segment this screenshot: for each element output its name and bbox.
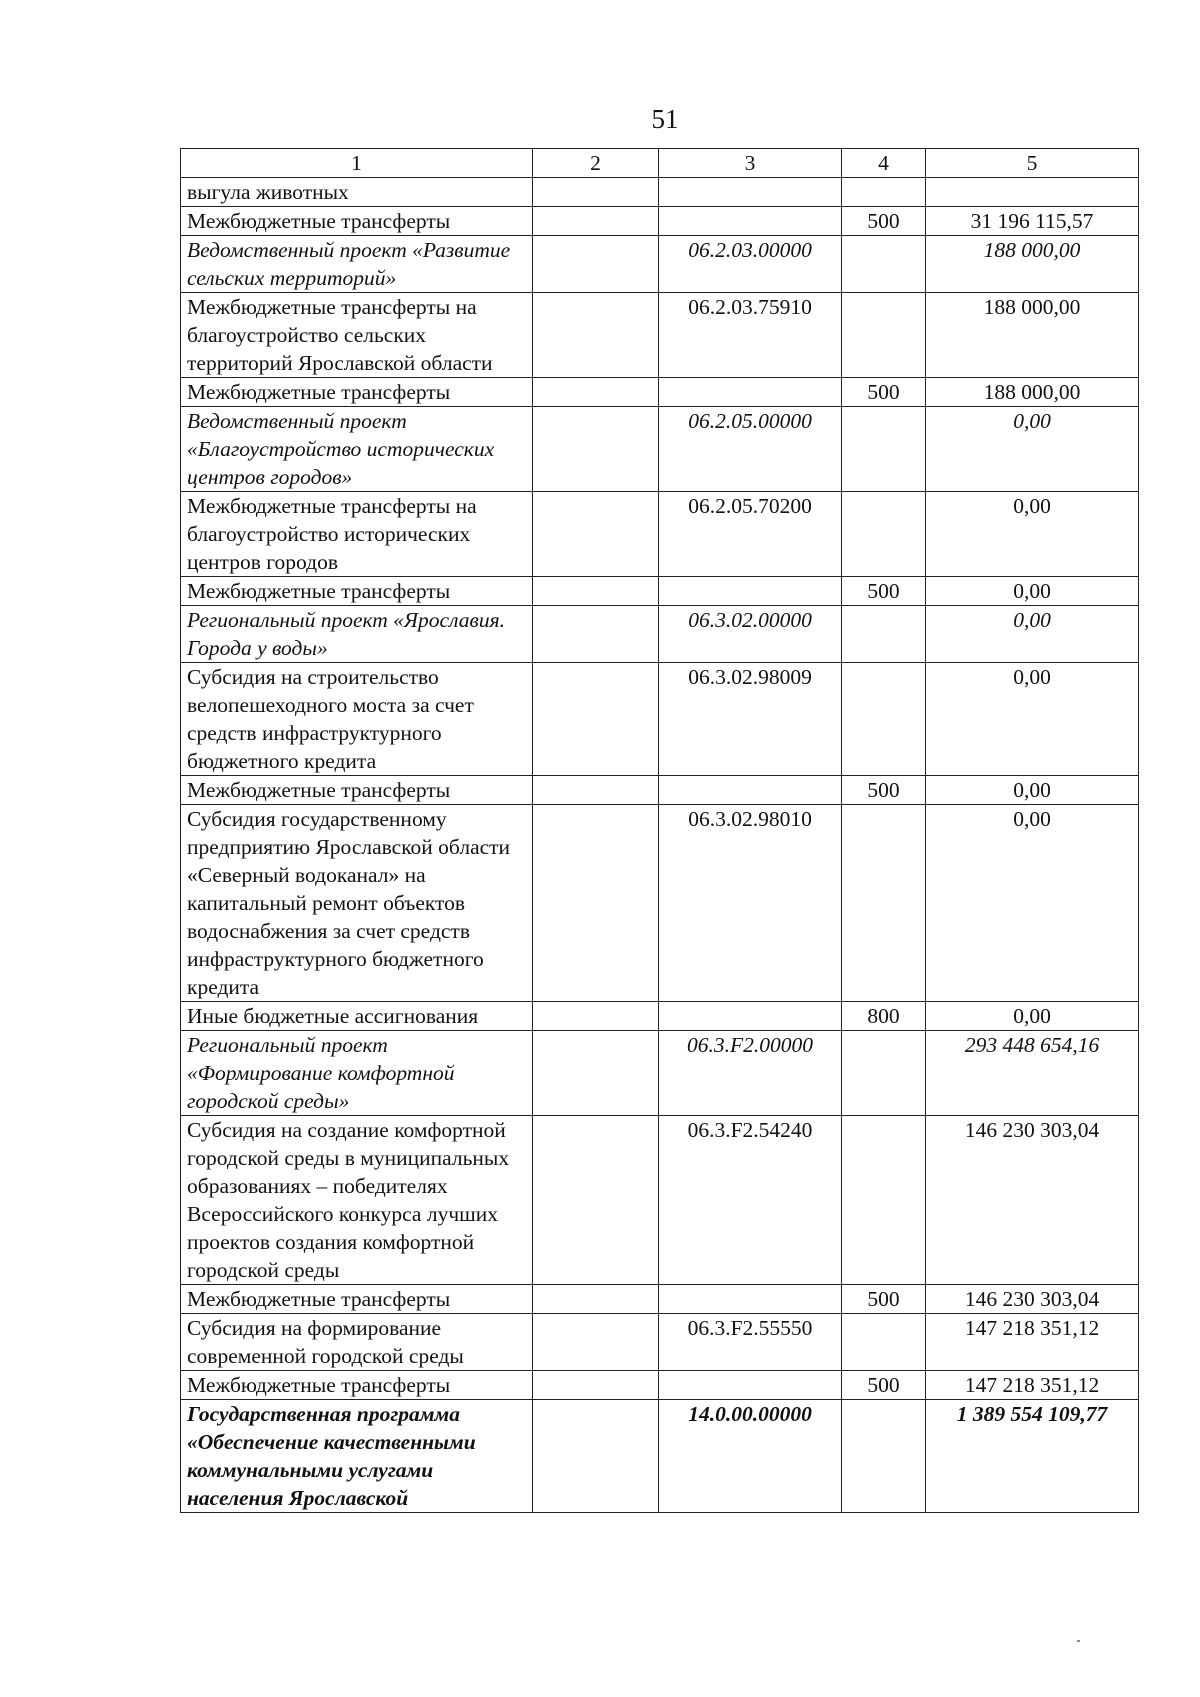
row-amount-cell: 188 000,00 [926, 378, 1139, 407]
row-kind-cell [842, 293, 926, 378]
row-amount-cell: 1 389 554 109,77 [926, 1400, 1139, 1513]
row-name-cell: Межбюджетные трансферты [181, 378, 533, 407]
header-col-3: 3 [659, 149, 842, 178]
row-kind-cell: 500 [842, 207, 926, 236]
table-row [181, 1400, 1139, 1513]
row-section-cell [533, 236, 659, 293]
row-kind-cell: 500 [842, 577, 926, 606]
row-section-cell [533, 178, 659, 207]
table-row [181, 1285, 1139, 1314]
row-code-cell [659, 1371, 842, 1400]
table-row [181, 293, 1139, 378]
table-row [181, 1371, 1139, 1400]
row-kind-cell [842, 606, 926, 663]
table-row [181, 776, 1139, 805]
row-code-cell [659, 1285, 842, 1314]
row-kind-cell [842, 805, 926, 1002]
row-kind-cell [842, 178, 926, 207]
table-row [181, 178, 1139, 207]
row-section-cell [533, 293, 659, 378]
row-code-cell: 06.3.F2.54240 [659, 1116, 842, 1285]
row-name-cell: Субсидия на создание комфортной городской среды в муниципальных образованиях – победителях Всероссийского конкурса лучших проектов создания комфортной городской среды [181, 1116, 533, 1285]
row-name-cell: Межбюджетные трансферты [181, 577, 533, 606]
row-name-cell: Субсидия на строительство велопешеходного моста за счет средств инфраструктурного бюджетного кредита [181, 663, 533, 776]
budget-table [180, 148, 1139, 1513]
row-code-cell [659, 1002, 842, 1031]
row-section-cell [533, 1371, 659, 1400]
row-kind-cell [842, 1116, 926, 1285]
table-row [181, 1031, 1139, 1116]
row-code-cell [659, 378, 842, 407]
row-name-cell: Региональный проект «Ярославия. Города у воды» [181, 606, 533, 663]
table-row [181, 236, 1139, 293]
row-code-cell: 06.3.02.98010 [659, 805, 842, 1002]
row-name-cell: Межбюджетные трансферты на благоустройство сельских территорий Ярославской области [181, 293, 533, 378]
row-section-cell [533, 407, 659, 492]
row-amount-cell: 0,00 [926, 492, 1139, 577]
row-amount-cell: 0,00 [926, 805, 1139, 1002]
row-code-cell [659, 776, 842, 805]
row-amount-cell: 0,00 [926, 606, 1139, 663]
row-section-cell [533, 577, 659, 606]
row-code-cell: 06.3.02.98009 [659, 663, 842, 776]
table-row [181, 378, 1139, 407]
row-section-cell [533, 1285, 659, 1314]
row-code-cell: 06.2.03.75910 [659, 293, 842, 378]
table-row [181, 663, 1139, 776]
row-amount-cell: 0,00 [926, 1002, 1139, 1031]
row-name-cell: Ведомственный проект «Благоустройство исторических центров городов» [181, 407, 533, 492]
table-header-row [181, 149, 1139, 178]
row-section-cell [533, 1116, 659, 1285]
row-amount-cell: 0,00 [926, 577, 1139, 606]
row-kind-cell: 500 [842, 776, 926, 805]
row-code-cell: 06.2.05.70200 [659, 492, 842, 577]
row-section-cell [533, 492, 659, 577]
row-section-cell [533, 207, 659, 236]
row-amount-cell: 147 218 351,12 [926, 1371, 1139, 1400]
row-name-cell: Межбюджетные трансферты на благоустройство исторических центров городов [181, 492, 533, 577]
row-amount-cell: 293 448 654,16 [926, 1031, 1139, 1116]
row-section-cell [533, 1314, 659, 1371]
row-kind-cell [842, 1031, 926, 1116]
row-code-cell: 06.3.F2.00000 [659, 1031, 842, 1116]
row-name-cell: Региональный проект «Формирование комфортной городской среды» [181, 1031, 533, 1116]
row-code-cell: 14.0.00.00000 [659, 1400, 842, 1513]
row-name-cell: Государственная программа «Обеспечение качественными коммунальными услугами населения Ярославской [181, 1400, 533, 1513]
row-kind-cell [842, 663, 926, 776]
row-kind-cell [842, 1400, 926, 1513]
row-kind-cell [842, 492, 926, 577]
row-name-cell: Субсидия государственному предприятию Ярославской области «Северный водоканал» на капитальный ремонт объектов водоснабжения за счет средств инфраструктурного бюджетного кредита [181, 805, 533, 1002]
scan-speck [1077, 1640, 1080, 1642]
row-kind-cell [842, 407, 926, 492]
header-col-2: 2 [533, 149, 659, 178]
row-section-cell [533, 1031, 659, 1116]
row-amount-cell: 0,00 [926, 663, 1139, 776]
table-row [181, 1002, 1139, 1031]
row-amount-cell [926, 178, 1139, 207]
table-row [181, 805, 1139, 1002]
row-name-cell: Межбюджетные трансферты [181, 207, 533, 236]
row-code-cell: 06.3.02.00000 [659, 606, 842, 663]
row-section-cell [533, 805, 659, 1002]
table-row [181, 207, 1139, 236]
row-section-cell [533, 378, 659, 407]
row-section-cell [533, 1400, 659, 1513]
table-row [181, 407, 1139, 492]
table-row [181, 492, 1139, 577]
row-name-cell: Ведомственный проект «Развитие сельских территорий» [181, 236, 533, 293]
row-code-cell: 06.2.05.00000 [659, 407, 842, 492]
table-row [181, 577, 1139, 606]
table-row [181, 606, 1139, 663]
row-amount-cell: 188 000,00 [926, 293, 1139, 378]
row-amount-cell: 31 196 115,57 [926, 207, 1139, 236]
row-kind-cell [842, 1314, 926, 1371]
row-code-cell [659, 178, 842, 207]
row-code-cell [659, 577, 842, 606]
header-col-4: 4 [842, 149, 926, 178]
row-amount-cell: 147 218 351,12 [926, 1314, 1139, 1371]
row-name-cell: Межбюджетные трансферты [181, 1371, 533, 1400]
row-amount-cell: 146 230 303,04 [926, 1116, 1139, 1285]
row-code-cell: 06.2.03.00000 [659, 236, 842, 293]
table-row [181, 1314, 1139, 1371]
row-code-cell [659, 207, 842, 236]
row-amount-cell: 0,00 [926, 407, 1139, 492]
page-number: 51 [651, 104, 679, 134]
row-amount-cell: 146 230 303,04 [926, 1285, 1139, 1314]
row-name-cell: Субсидия на формирование современной городской среды [181, 1314, 533, 1371]
row-kind-cell: 800 [842, 1002, 926, 1031]
budget-table-body [181, 149, 1139, 1513]
row-kind-cell [842, 236, 926, 293]
row-kind-cell: 500 [842, 1371, 926, 1400]
row-amount-cell: 188 000,00 [926, 236, 1139, 293]
row-code-cell: 06.3.F2.55550 [659, 1314, 842, 1371]
header-col-1: 1 [181, 149, 533, 178]
row-name-cell: Межбюджетные трансферты [181, 776, 533, 805]
row-section-cell [533, 1002, 659, 1031]
row-section-cell [533, 663, 659, 776]
row-name-cell: Межбюджетные трансферты [181, 1285, 533, 1314]
row-kind-cell: 500 [842, 378, 926, 407]
row-section-cell [533, 776, 659, 805]
row-name-cell: Иные бюджетные ассигнования [181, 1002, 533, 1031]
row-amount-cell: 0,00 [926, 776, 1139, 805]
row-name-cell: выгула животных [181, 178, 533, 207]
row-section-cell [533, 606, 659, 663]
header-col-5: 5 [926, 149, 1139, 178]
table-row [181, 1116, 1139, 1285]
row-kind-cell: 500 [842, 1285, 926, 1314]
